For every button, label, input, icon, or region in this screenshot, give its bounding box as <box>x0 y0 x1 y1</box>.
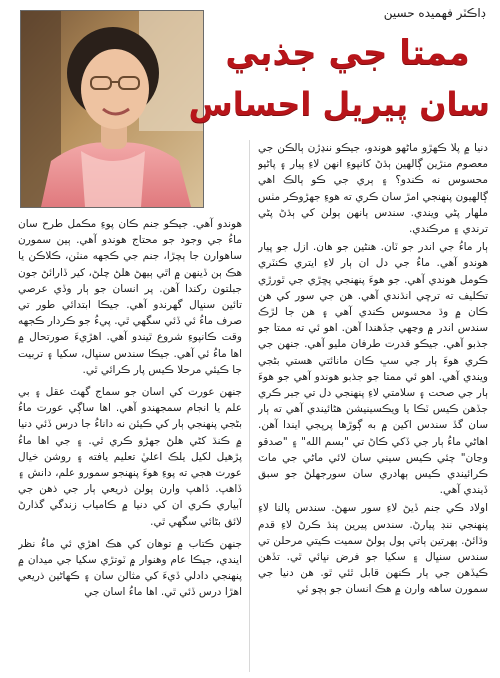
title-line-2: سان پيريل احساس <box>188 85 490 123</box>
author-photo <box>20 10 204 208</box>
paragraph: اولاد ڪي جنم ڏيڻ لاءِ سور سهڻ. سندس پالنا لاءِ پنهنجي ننڊ پيارڻ. سندس پيرين پنڌ ڪرڻ لاءِ قدم وڌائڻ. ٻهرتين ٻاتي ٻول ٻولڻ سميت ڪيتي مرحلن تي سندس سنڀال ۽ سکيا جو فرض نڀائي ٿي. تڏهن ڪيڏهن جي ٻار ڪنهن قابل ٿئي ٿو. هن دنيا جي سمورن ساهه وارن ۾ هڪ انسان جو ٻچو ئي <box>258 502 488 596</box>
article-column-left <box>18 216 242 676</box>
portrait-image <box>21 11 203 207</box>
paragraph: دنيا ۾ پلا ڪهڙو ماڻهو هوندو، جيڪو ننڍڙن ٻالڪن جي معصوم منڙين ڳالهين ٻڌڻ کانپوءِ انهن لاءِ پيار ۽ پاڻپو محسوس نه ڪندو؟ ۽ ٻري جي ڪو ٻالڪ اهي ڳالهيون پنهنجي امڙ سان ڪري ته هوءِ جهڙوڪر مٺس ملهار پڻي ويندي. سندس ٻانهن ٻولن کي ٻڌڻ پڻي ترندي ۽ مرڪندي. <box>258 142 488 236</box>
author-byline: ڊاڪٽر فهميده حسين <box>383 6 486 20</box>
article-title <box>188 28 490 138</box>
paragraph: هوندو آهي. جيڪو جنم ڪان پوءِ مڪمل طرح سان ماءُ جي وجود جو محتاج هوندو آهي. ٻين سمورن ساهوارن جا ٻچڙا، جنم جي ڪجهه منٽن، ڪلاڪن يا هڪ ٻن ڏينهن ۾ اٿي ٻيهڻ هلڻ چلڻ، کير ڏارائڻ جون جبلتون رکندا آهن. پر انسان جو ٻار وڏي عرصي تائين سنڀال گهرندو آهي. جيڪا ابتدائي طور تي صرف ماءُ ئي ڏئي سگهي ٿي. پيءُ جو ڪردار ڪجهه وقت ڪانپوءِ شروع ٿيندو آهي. اهڙيءَ صورتحال ۾ اها ماءُ ئي آهي. جيڪا سندس سنڀال، سکيا ۽ تربيت جا ڪيئي مرحلا ڪيس پار ڪرائي ٿي. <box>18 218 242 376</box>
paragraph: جنهن عورت کي اسان جو سماج گهٽ عقل ۽ بي علم يا انجام سمجهندو آهي. اها ساڳي عورت ماءُ بڻجي پنهنجي ٻار کي ڪيئن نه داناءُ جا درس ڏئي دنيا ۾ ڪنڌ کڻي هلڻ جهڙو ڪري ٿي. ۽ جي اها ماءُ پڙهيل لکيل يلڪ اعليٰ تعليم يافته ۽ روشن خيال عورت هجي ته پوءِ هوءَ پنهنجو سمورو علم، دانش ۽ ڏاهپ. ڏاهپ وارن ٻولن ذريعي ٻار جي ذهن جي آبياري ڪري ان کي دنيا ۾ ڪامياب زندگي گذارڻ لائق بڻائي سگهي ٿي. <box>18 386 242 528</box>
paragraph: جنهن ڪتاب ۾ توهان کي هڪ اهڙي ئي ماءُ نظر ايندي، جيڪا عام وهنوار ۾ ٽوتڙي سکيا جي ميدان ۾ پنهنجي دادلي ڏيءَ کي مثالن سان ۽ ڪهاڻين ذريعي اهڙا درس ڏئي ٿي. اها ماءُ اسان جي <box>18 537 242 599</box>
article-column-right <box>258 140 488 676</box>
paragraph: ٻار ماءُ جي اندر جو ٽان. هنڻين جو هان. ازل جو پيار هوندو آهي. ماءُ جي دل ان ٻار لاءِ ايتري ڪنٽري ڪومل هوندي آهي. جو هوءَ پنهنجي پڇڙي جي ٿورڙي تڪليف ته ترڇي انڌندي آهي. هن جي سور کي هن ڪان ۾ وڌ محسوس ڪندي آهي ۽ هن جا لڙڪ سندس اندر ۾ وڃهي جڏهندا آهن. اهو ئي ته ممتا جو جذبو آهي. جيڪو قدرت طرفان مليو آهي. جنهن جي ڪري هوءَ ٻار جي سڀ ڪان مانائتي هستي بڻجي ويندي آهي. اهو ئي ممتا جو جذبو هوندو آهي جو هوءَ ٻار جي صحت ۽ سلامتي لاءِ پنهنجي دل تي جبر ڪري جڏهن ڪيس ٽڪا يا ويڪسينيشن هڻائيندي آهي ته ٻار سان گڏ سندس اکين ۾ به ڳوڙها پرپجي ايندا آهن. اهاڻي ماءُ ٻار جي ڏکي ڪاڻ تي "بسم الله" ۽ "صدقو وڃان" چئي ڪيس سيني سان لائي ماڻي جي ماٽ ڪرائيندي ڪيس ٻهادري سان سورجهلڻ جو سبق ڏيندي آهي. <box>258 241 488 497</box>
column-divider <box>249 140 250 672</box>
title-line-1: ممتا جي جذبي <box>225 33 470 73</box>
